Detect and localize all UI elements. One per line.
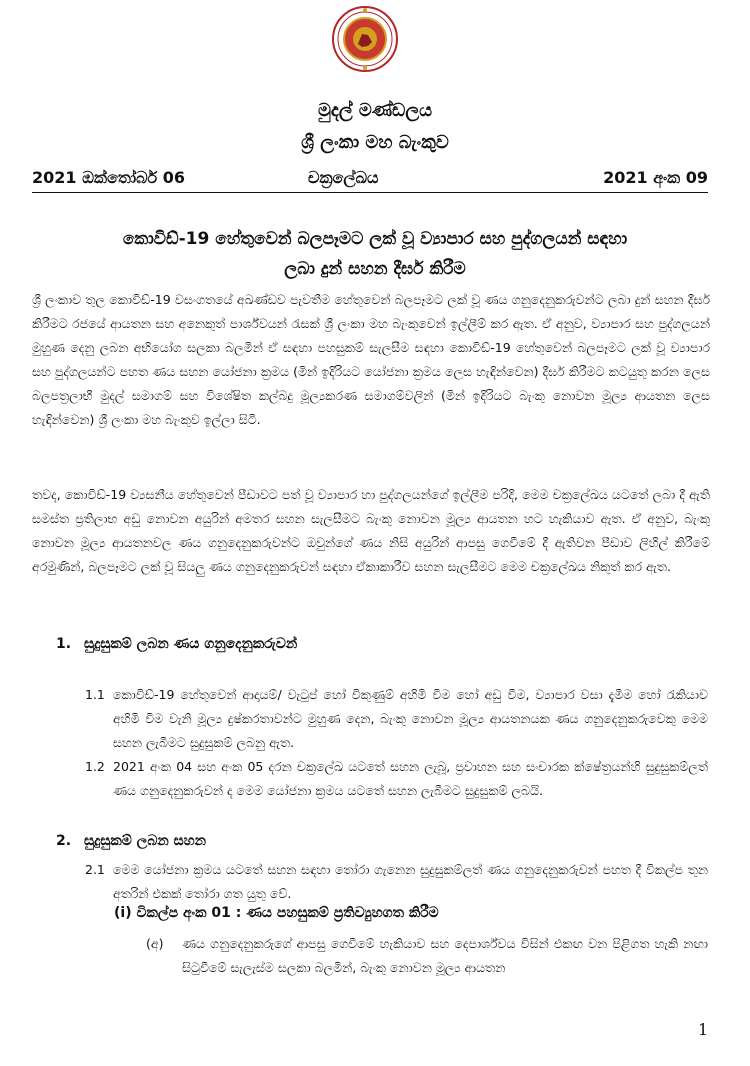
central-bank-seal — [332, 4, 398, 74]
section-2-title: සුදුසුකම් ලබන සහන — [84, 833, 207, 849]
section-item-2-1 — [85, 858, 708, 906]
section-1-number: 1. — [56, 636, 72, 652]
title-line1: කොවිඩ්-19 හේතුවෙන් බලපෑමට ලක් වූ ව්‍යාපාර සහ පුද්ගලයන් සඳහා — [122, 229, 628, 249]
option-1-heading: (i) විකල්ප අංක 01 : ණය පහසුකම් ප්‍රතිව්‍යුහගත කිරීම — [114, 905, 439, 921]
section-2-number: 2. — [56, 833, 72, 849]
intro-paragraph-1: ශ්‍රී ලංකාව තුල කොවිඩ්-19 වසංගතයේ අඛණ්ඩව පැවතීම හේතුවෙන් බලපෑමට ලක් වූ ණය ගනුදෙනුකරුවන්ට ලබා දුන් සහන දීර්ඝ කිරීමට රජයේ ආයතන සහ අනෙකුත් පාර්ශ්වයන් රැසක් ශ්‍රී ලංකා මහ බැංකුවෙන් ඉල්ලීම් කර ඇත. ඒ අනුව, ව්‍යාපාර සහ පුද්ගලයන් මුහුණ දෙනු ලබන අභියෝග සලකා බලමින් ඒ සඳහා පහසුකම් සැලසීම සඳහා කොවිඩ්-19 හේතුවෙන් බලපෑමට ලක් වූ ව්‍යාපාර සහ පුද්ගලයන්ට පහත ණය සහන යෝජනා ක්‍රමය (මින් ඉදිරියට යෝජනා ක්‍රමය ලෙස හැඳින්වෙන) දීර්ඝ කිරීමට කටයුතු කරන ලෙස බලපත්‍රලාභී මුදල් සමාගම් සහ විශේෂිත කල්බදු මූල්‍යකරණ සමාගම්වලින් (මින් ඉදිරියට බැංකු නොවන මූල්‍ය ආයතන ලෙස හැඳින්වෙන) ශ්‍රී ලංකා මහ බැංකුව ඉල්ලා සිටී. — [32, 292, 710, 427]
item-number: 1.2 — [85, 759, 105, 774]
section-1-title: සුදුසුකම් ලබන ණය ගනුදෙනුකරුවන් — [84, 636, 298, 652]
circular-meta-row — [32, 168, 708, 193]
org-name-line1: මුදල් මණ්ඩලය — [317, 100, 433, 121]
section-item-1-2 — [85, 755, 708, 803]
item-number: 2.1 — [85, 862, 105, 877]
circular-date: 2021 ඔක්තෝබර් 06 — [32, 168, 186, 187]
section-item-1-1 — [85, 683, 708, 755]
item-text: කොවිඩ්-19 හේතුවෙන් ආදායම්/ වැටුප් හෝ විකුණුම් අහිමි වීම හෝ අඩු වීම, ව්‍යාපාර වසා දැමීම හෝ රැකියාව අහිමි වීම වැනි මූල්‍ය දුෂ්කරතාවන්ට මුහුණ දෙන, බැංකු නොවන මූල්‍ය ආයතනයක ණය ගනුදෙනුකරුවෙකු මෙම සහන ලැබීමට සුදුසුකම් ලබනු ඇත. — [113, 687, 708, 750]
item-number: 1.1 — [85, 687, 105, 702]
item-text: මෙම යෝජනා ක්‍රමය යටතේ සහන සඳහා තෝරා ගැනෙන සුදුසුකම්ලත් ණය ගනුදෙනුකරුවන් පහත දී විකල්ප තුන අතරින් එකක් තෝරා ගත යුතු වේ. — [113, 862, 708, 901]
title-line2: ලබා දුන් සහන දීර්ඝ කිරීම — [284, 259, 466, 279]
section-1-heading — [56, 636, 297, 652]
org-name-line2: ශ්‍රී ලංකා මහ බැංකුව — [301, 132, 449, 153]
sub-item-a — [146, 932, 708, 980]
item-text: 2021 අංක 04 සහ අංක 05 දරන චක්‍රලේඛ යටතේ සහන ලැබූ, ප්‍රවාහන සහ සංචාරක ක්ෂේත්‍රයන්හි සුදුසුකම්ලත් ණය ගනුදෙනුකරුවන් ද මෙම යෝජනා ක්‍රමය යටතේ සහන ලැබීමට සුදුසුකම් ලබයි. — [113, 759, 708, 798]
page-number: 1 — [698, 1020, 709, 1039]
section-2-heading — [56, 833, 206, 849]
sub-item-text: ණය ගනුදෙනුකරුගේ ආපසු ගෙවීමේ හැකියාව සහ දෙපාර්ශ්වය විසින් එකඟ වන පිළිගත හැකි නඟා සිටුවීමේ සැලැස්ම සලකා බලමින්, බැංකු නොවන මූල්‍ය ආයතන — [182, 936, 708, 975]
document-title — [30, 224, 720, 284]
circular-number: 2021 අංක 09 — [603, 168, 708, 187]
document-type: චක්‍රලේඛය — [308, 168, 379, 187]
seal-icon — [332, 4, 398, 74]
sub-item-label: (අ) — [146, 936, 164, 951]
intro-paragraph-2: තවද, කොවිඩ්-19 ව්‍යසනීය හේතුවෙන් පීඩාවට පත් වූ ව්‍යාපාර හා පුද්ගලයන්ගේ ඉල්ලීම පරිදි, මෙම චක්‍රලේඛය යටතේ ලබා දී ඇති සමස්ත ප්‍රතිලාභ අඩු නොවන අයුරින් අමතර සහන සැලසීමට බැංකු නොවන මූල්‍ය ආයතන හට හැකියාව ඇත. ඒ අනුව, බැංකු නොවන මූල්‍ය ආයතනවල ණය ගනුදෙනුකරුවන්ට ඔවුන්ගේ ණය නිසි අයුරින් ආපසු ගෙවීමේ දී ඇතිවන පීඩාව ලිහිල් කිරීමේ අරමුණින්, බලපෑමට ලක් වූ සියලු ණය ගනුදෙනුකරුවන් සඳහා ඒකාකාරීව සහන සැලසීමට මෙම චක්‍රලේඛය නිකුත් කර ඇත. — [32, 487, 710, 574]
